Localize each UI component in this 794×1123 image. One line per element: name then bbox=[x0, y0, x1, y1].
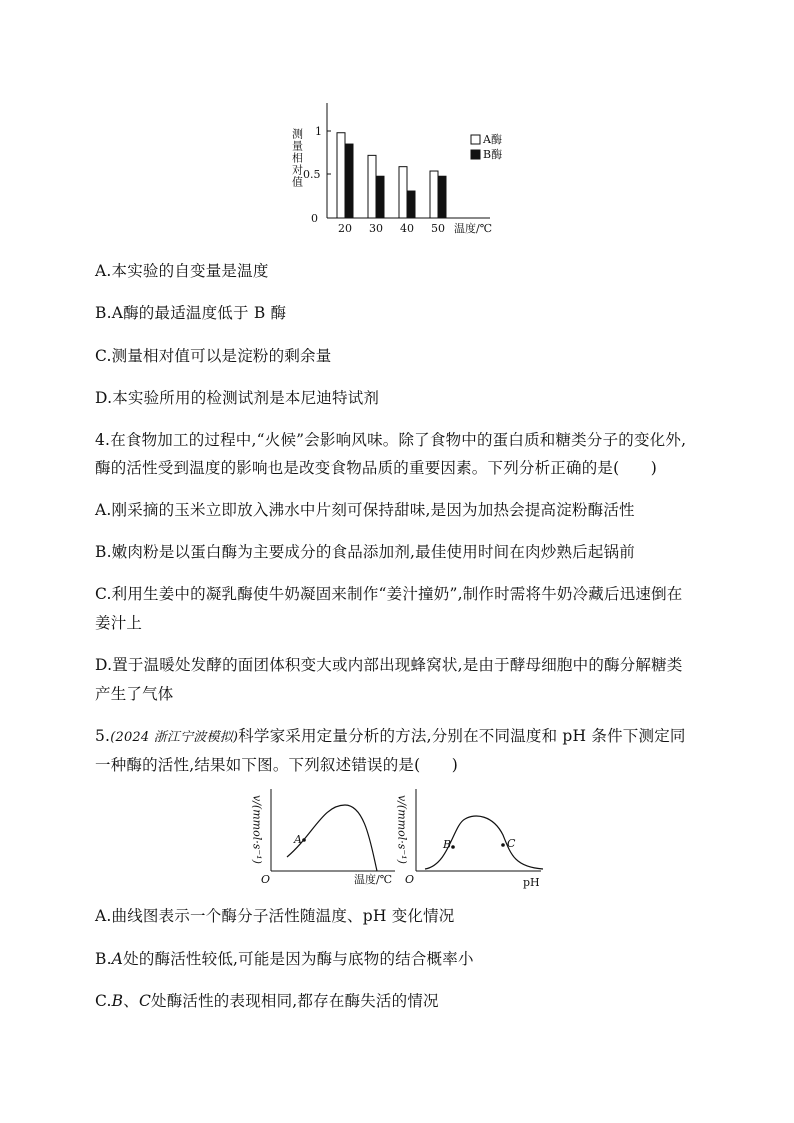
legend-label-a: A酶 bbox=[483, 133, 502, 146]
q4-option-a: A.刚采摘的玉米立即放入沸水中片刻可保持甜味,是因为加热会提高淀粉酶活性 bbox=[95, 501, 635, 519]
bar-a-20 bbox=[337, 133, 345, 218]
q5-stem-cont: 一种酶的活性,结果如下图。下列叙述错误的是( ) bbox=[95, 756, 459, 774]
bar-b-20 bbox=[345, 144, 353, 218]
q5-option-a: A.曲线图表示一个酶分子活性随温度、pH 变化情况 bbox=[95, 907, 455, 925]
q4-stem-cont: 酶的活性受到温度的影响也是改变食物品质的重要因素。下列分析正确的是( ) bbox=[95, 459, 657, 477]
bar-a-30 bbox=[368, 155, 376, 218]
q3-option-b: B.A酶的最适温度低于 B 酶 bbox=[95, 304, 287, 322]
q4-option-c: C.利用生姜中的凝乳酶使牛奶凝固来制作“姜汁撞奶”,制作时需将牛奶冷藏后迅速倒在 bbox=[95, 585, 683, 603]
bar-a-40 bbox=[399, 167, 407, 218]
q3-option-c: C.测量相对值可以是淀粉的剩余量 bbox=[95, 347, 332, 365]
legend-swatch-b bbox=[471, 150, 480, 159]
q5-option-c-sep: 、 bbox=[123, 992, 139, 1010]
y-tick-label: 0 bbox=[311, 212, 318, 225]
bar-b-50 bbox=[438, 176, 446, 218]
q4-option-d: D.置于温暖处发酵的面团体积变大或内部出现蜂窝状,是由于酵母细胞中的酶分解糖类 bbox=[95, 656, 683, 674]
q4-option-d-cont: 产生了气体 bbox=[95, 685, 174, 703]
point-c bbox=[501, 843, 505, 847]
point-b bbox=[451, 845, 455, 849]
point-b-label: B bbox=[443, 838, 452, 851]
q5-option-b bbox=[95, 947, 474, 969]
q4-option-c-cont: 姜汁上 bbox=[95, 614, 143, 632]
left-origin-label: O bbox=[261, 873, 271, 886]
q5-option-b-label: B. bbox=[95, 950, 112, 968]
y-tick-label: 0.5 bbox=[303, 168, 321, 181]
q5-option-b-text: 处的酶活性较低,可能是因为酶与底物的结合概率小 bbox=[123, 950, 474, 968]
right-x-axis-label: pH bbox=[523, 876, 540, 889]
bar-b-30 bbox=[376, 176, 384, 218]
bar-b-40 bbox=[407, 191, 415, 218]
q5-option-c-var2: C bbox=[138, 992, 151, 1010]
y-axis-label: 测量相对值 bbox=[290, 128, 304, 188]
point-a bbox=[302, 838, 306, 842]
x-axis-label: 温度/℃ bbox=[454, 222, 493, 235]
x-tick-label: 20 bbox=[338, 222, 352, 235]
q4-stem: 4.在食物加工的过程中,“火候”会影响风味。除了食物中的蛋白质和糖类分子的变化外, bbox=[95, 431, 687, 449]
q5-stem-text: 科学家采用定量分析的方法,分别在不同温度和 pH 条件下测定同 bbox=[238, 727, 686, 745]
q4-option-b: B.嫩肉粉是以蛋白酶为主要成分的食品添加剂,最佳使用时间在肉炒熟后起锅前 bbox=[95, 543, 635, 561]
left-y-axis-label: v/(mmol·s⁻¹) bbox=[250, 795, 264, 864]
x-tick-label: 30 bbox=[369, 222, 383, 235]
enzyme-bar-chart bbox=[285, 98, 510, 238]
q5-option-c-label: C. bbox=[95, 992, 112, 1010]
point-c-label: C bbox=[507, 837, 516, 850]
q5-option-c bbox=[95, 989, 439, 1011]
q5-source: (2024 浙江宁波模拟) bbox=[110, 730, 239, 745]
q5-number: 5. bbox=[95, 727, 111, 745]
q5-option-c-text: 处酶活性的表现相同,都存在酶失活的情况 bbox=[151, 992, 439, 1010]
right-y-axis-label: v/(mmol·s⁻¹) bbox=[395, 795, 409, 864]
q5-option-b-var: A bbox=[111, 950, 124, 968]
legend-label-b: B酶 bbox=[483, 148, 503, 161]
q3-option-d: D.本实验所用的检测试剂是本尼迪特试剂 bbox=[95, 389, 380, 407]
x-tick-label: 40 bbox=[400, 222, 414, 235]
y-tick-label: 1 bbox=[315, 125, 322, 138]
legend-swatch-a bbox=[471, 135, 480, 144]
point-a-label: A bbox=[294, 833, 302, 846]
enzyme-activity-curves bbox=[250, 785, 543, 890]
right-origin-label: O bbox=[405, 873, 415, 886]
q5-stem bbox=[95, 724, 686, 746]
x-tick-label: 50 bbox=[431, 222, 445, 235]
q3-option-a: A.本实验的自变量是温度 bbox=[95, 262, 269, 280]
q5-option-c-var1: B bbox=[111, 992, 124, 1010]
left-x-axis-label: 温度/℃ bbox=[354, 873, 393, 886]
bar-a-50 bbox=[430, 171, 438, 218]
